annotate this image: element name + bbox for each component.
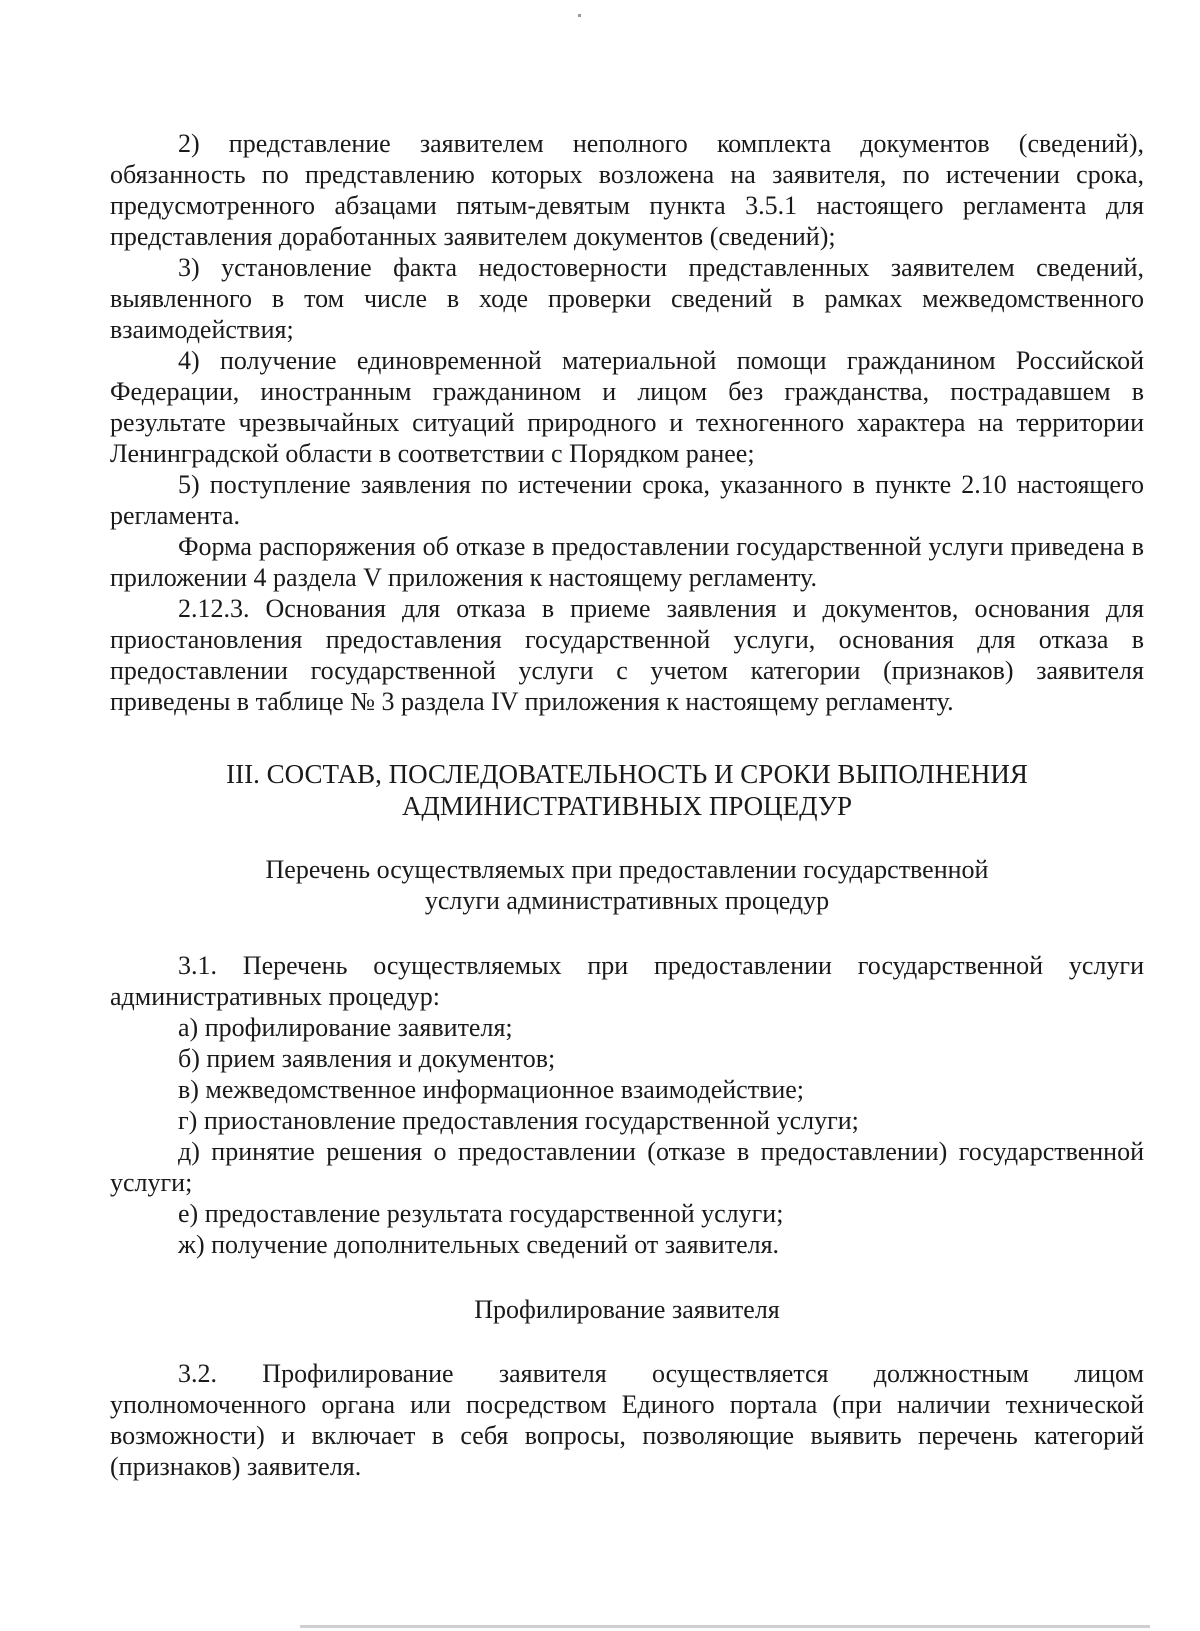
paragraph-3-1: 3.1. Перечень осуществляемых при предоставлении государственной услуги административных процедур:: [110, 951, 1144, 1011]
list-item: в) межведомственное информационное взаимодействие;: [178, 1075, 805, 1104]
list-item: г) приостановление предоставления государственной услуги;: [178, 1106, 859, 1135]
section-heading: [110, 758, 1144, 822]
list-item: ж) получение дополнительных сведений от заявителя.: [178, 1230, 780, 1259]
paragraph-item-5: 5) поступление заявления по истечении срока, указанного в пункте 2.10 настоящего регламента.: [110, 470, 1144, 530]
subheading-profiling-title: Профилирование заявителя: [474, 1295, 780, 1324]
section-heading-line-2: АДМИНИСТРАТИВНЫХ ПРОЦЕДУР: [401, 791, 853, 821]
list-item: д) принятие решения о предоставлении (отказе в предоставлении) государственной услуги;: [110, 1137, 1144, 1197]
scan-bottom-edge: [300, 1625, 1150, 1628]
paragraph-2-12-3: 2.12.3. Основания для отказа в приеме заявления и документов, основания для приостановления предоставления государственной услуги, основания для отказа в предоставлении государственной услуги с учетом категории (признаков) заявителя приведены в таблице № 3 раздела IV приложения к настоящему регламенту.: [110, 594, 1144, 716]
paragraph-3-2: 3.2. Профилирование заявителя осуществляется должностным лицом уполномоченного органа или посредством Единого портала (при наличии технической возможности) и включает в себя вопросы, позволяющие выявить перечень категорий (признаков) заявителя.: [110, 1359, 1144, 1481]
top-paragraphs: [110, 128, 1144, 717]
list-item: а) профилирование заявителя;: [178, 1013, 513, 1042]
paragraph-item-4: 4) получение единовременной материальной помощи гражданином Российской Федерации, иностранным гражданином и лицом без гражданства, пострадавшем в результате чрезвычайных ситуаций природного и техногенного характера на территории Ленинградской области в соответствии с Порядком ранее;: [110, 346, 1144, 468]
list-item: б) прием заявления и документов;: [178, 1044, 556, 1073]
subheading-procedures-line-2: услуги административных процедур: [424, 886, 830, 915]
paragraph-item-2: 2) представление заявителем неполного комплекта документов (сведений), обязанность по представлению которых возложена на заявителя, по истечении срока, предусмотренного абзацами пятым-девятым пункта 3.5.1 настоящего регламента для представления доработанных заявителем документов (сведений);: [110, 129, 1144, 251]
paragraph-refusal-form: Форма распоряжения об отказе в предоставлении государственной услуги приведена в приложении 4 раздела V приложения к настоящему регламенту.: [110, 532, 1144, 592]
paragraph-item-3: 3) установление факта недостоверности представленных заявителем сведений, выявленного в том числе в ходе проверки сведений в рамках межведомственного взаимодействия;: [110, 253, 1144, 344]
subheading-profiling: [110, 1294, 1144, 1325]
subheading-procedures: [110, 854, 1144, 916]
section-heading-line-1: III. СОСТАВ, ПОСЛЕДОВАТЕЛЬНОСТЬ И СРОКИ ВЫПОЛНЕНИЯ: [226, 759, 1028, 789]
subheading-procedures-line-1: Перечень осуществляемых при предоставлении государственной: [265, 855, 989, 884]
section-3-1: [110, 950, 1144, 1260]
section-3-2: [110, 1358, 1144, 1482]
list-item: е) предоставление результата государственной услуги;: [178, 1199, 784, 1228]
scan-artifact: [578, 14, 581, 17]
